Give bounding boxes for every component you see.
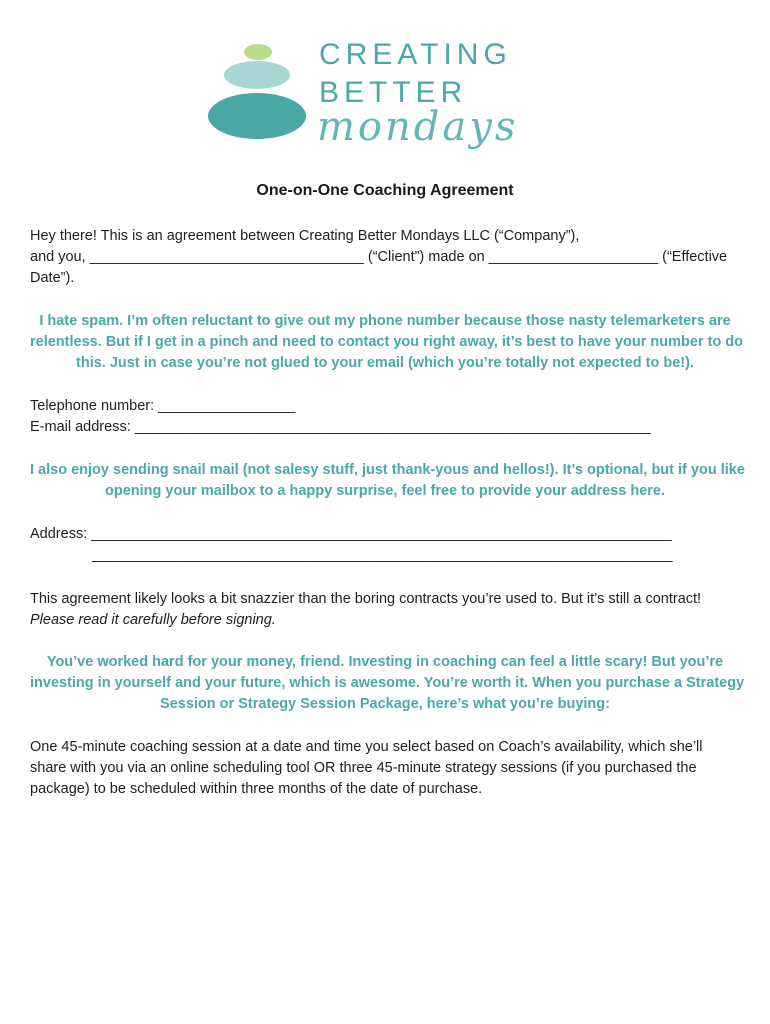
intro-line-1: Hey there! This is an agreement between Creating Better Mondays LLC (“Company”),: [30, 228, 580, 244]
spam-note: [30, 311, 744, 374]
investment-note-line-1: You’ve worked hard for your money, friend. Investing in coaching can feel a little scary! But you’re: [46, 654, 724, 670]
mail-note-line-1: I also enjoy sending snail mail (not salesy stuff, just thank-yous and hellos!). It’s optional, but if you like: [30, 462, 745, 478]
investment-note-line-2: investing in yourself and your future, which is awesome. You’re worth it. When you purchase a Strategy: [30, 675, 745, 691]
logo-text-mondays: mondays: [317, 104, 519, 150]
telephone-field[interactable]: Telephone number: _________________: [30, 398, 296, 414]
address-field-line-1[interactable]: Address: ________________________________________________________________________: [30, 526, 672, 542]
email-field[interactable]: E-mail address: ________________________________________________________________: [30, 419, 651, 435]
session-description: [30, 737, 740, 800]
page-title: One-on-One Coaching Agreement: [256, 182, 514, 199]
intro-paragraph: [30, 226, 740, 289]
contract-note: [30, 589, 740, 631]
session-description-line-1: One 45-minute coaching session at a date and time you select based on Coach’s availability, which she’ll: [30, 739, 703, 755]
contract-note-line-2: Please read it carefully before signing.: [30, 612, 276, 628]
spam-note-line-3: this. Just in case you’re not glued to your email (which you’re totally not expected to be!).: [76, 355, 694, 371]
address-field-line-2[interactable]: ________________________________________________________________________: [92, 547, 673, 563]
investment-note-line-3: Session or Strategy Session Package, here’s what you’re buying:: [160, 696, 610, 712]
session-description-line-2: share with you via an online scheduling tool OR three 45-minute strategy sessions (if you purchased the: [30, 760, 697, 776]
address-fields: [30, 524, 740, 566]
company-logo: [205, 38, 565, 173]
contract-note-line-1: This agreement likely looks a bit snazzier than the boring contracts you’re used to. But it’s still a contract!: [30, 591, 702, 607]
spam-note-line-2: relentless. But if I get in a pinch and need to contact you right away, it’s best to have your number to do: [30, 334, 744, 350]
mail-note-line-2: opening your mailbox to a happy surprise, feel free to provide your address here.: [105, 483, 665, 499]
spam-note-line-1: I hate spam. I’m often reluctant to give out my phone number because those nasty telemarketers are: [39, 313, 731, 329]
intro-line-3: Date”).: [30, 270, 75, 286]
investment-note: [30, 652, 745, 715]
mail-note: [30, 460, 745, 502]
session-description-line-3: package) to be scheduled within three months of the date of purchase.: [30, 781, 483, 797]
intro-line-2: and you, __________________________________ (“Client”) made on _____________________ (“Effective: [30, 249, 728, 265]
stacked-stones-icon: [205, 38, 315, 143]
contact-fields: [30, 396, 740, 438]
logo-text-better: BETTER: [319, 76, 468, 109]
logo-text-creating: CREATING: [319, 38, 512, 71]
